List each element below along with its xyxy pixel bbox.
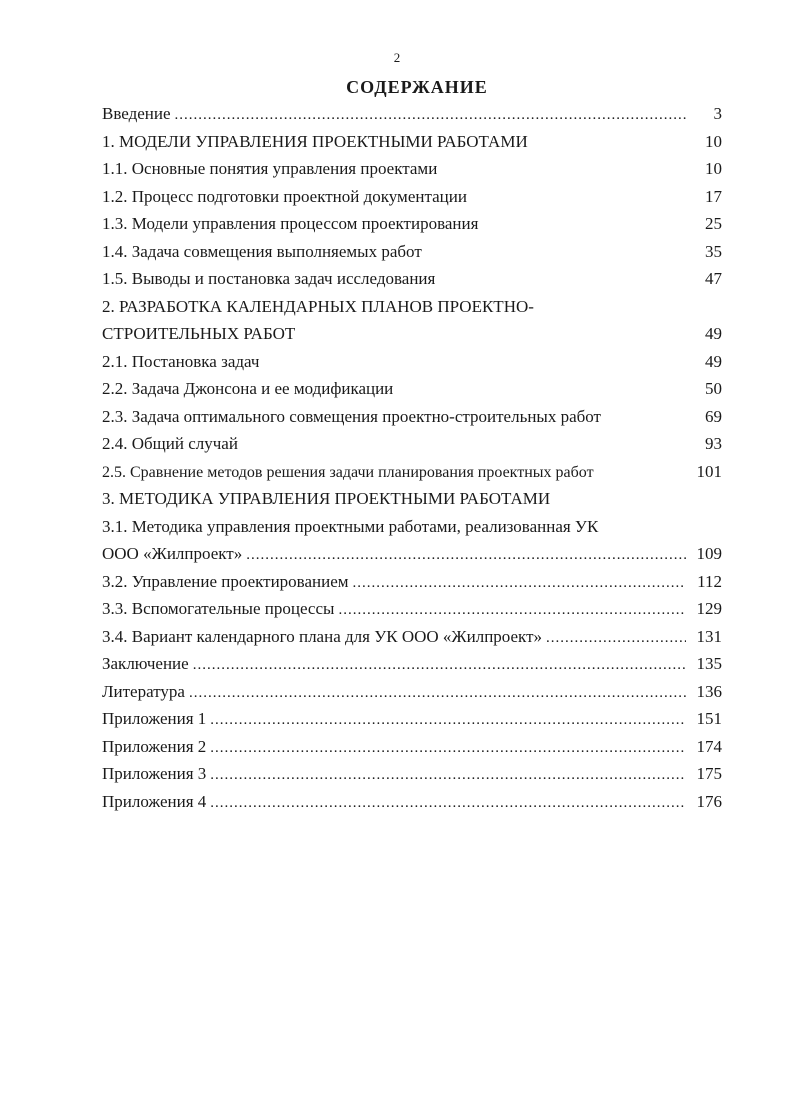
toc-entry-introduction: [102, 104, 722, 132]
toc-entry-label: 2.4. Общий случай: [102, 434, 238, 453]
toc-entry-appendix-2: [102, 737, 722, 765]
toc-entry-page: 3: [713, 104, 722, 123]
toc-entry-label: 2.2. Задача Джонсона и ее модификации: [102, 379, 394, 398]
toc-entry-label: Приложения 2: [102, 736, 207, 756]
toc-entry-label: Приложения 3: [102, 764, 207, 783]
toc-entry-2-4: [102, 434, 722, 462]
toc-entry-label: 3. МЕТОДИКА УПРАВЛЕНИЯ ПРОЕКТНЫМИ РАБОТАМИ: [102, 489, 551, 508]
toc-entry-page: 131: [696, 626, 722, 646]
toc-leader-dots: [353, 575, 686, 592]
toc-entry-label: 1.1. Основные понятия управления проектами: [102, 159, 438, 178]
toc-entry-2-3: [102, 407, 722, 435]
toc-entry-appendix-3: [102, 764, 722, 792]
toc-entry-label: Литература: [102, 681, 185, 701]
toc-entry-page: 135: [696, 654, 722, 673]
toc-entry-page: 47: [705, 269, 722, 288]
toc-leader-dots: [210, 795, 686, 812]
toc-entry-literature: [102, 682, 722, 710]
toc-entry-page: 17: [705, 186, 722, 206]
toc-entry-page: 151: [696, 709, 722, 728]
toc-leader-dots: [210, 740, 686, 757]
toc-entry-label: СТРОИТЕЛЬНЫХ РАБОТ: [102, 324, 296, 343]
toc-entry-3-3: [102, 599, 722, 627]
toc-entry-page: 176: [696, 791, 722, 811]
toc-entry-3-4: [102, 627, 722, 655]
toc-leader-dots: [338, 602, 686, 619]
toc-entry-label: 3.2. Управление проектированием: [102, 571, 349, 591]
toc-entry-1-5: [102, 269, 722, 297]
table-of-contents: [102, 104, 722, 819]
toc-entry-page: 49: [705, 324, 722, 343]
toc-entry-2-2: [102, 379, 722, 407]
toc-entry-label: Введение: [102, 104, 171, 123]
toc-entry-label: 3.4. Вариант календарного плана для УК ООО «Жилпроект»: [102, 626, 543, 646]
toc-leader-dots: [175, 107, 686, 124]
toc-leader-dots: [210, 712, 686, 729]
toc-leader-dots: [546, 630, 686, 647]
toc-entry-3-1-line-1: [102, 517, 722, 545]
toc-entry-page: 25: [705, 214, 722, 233]
toc-entry-3-1-line-2: [102, 544, 722, 572]
toc-leader-dots: [193, 657, 686, 674]
toc-entry-page: 49: [705, 351, 722, 371]
toc-entry-1-3: [102, 214, 722, 242]
toc-entry-label: 1.4. Задача совмещения выполняемых работ: [102, 241, 422, 261]
toc-entry-page: 10: [705, 131, 722, 151]
toc-entry-chapter-2-line-1: [102, 297, 722, 325]
toc-entry-label: 1.5. Выводы и постановка задач исследования: [102, 269, 436, 288]
toc-entry-chapter-2-line-2: [102, 324, 722, 352]
toc-entry-label: ООО «Жилпроект»: [102, 544, 243, 563]
toc-entry-page: 112: [697, 571, 722, 591]
toc-entry-appendix-4: [102, 792, 722, 820]
toc-entry-label: 2.3. Задача оптимального совмещения проектно-строительных работ: [102, 406, 601, 426]
toc-entry-page: 129: [696, 599, 722, 618]
toc-entry-1-1: [102, 159, 722, 187]
toc-entry-page: 175: [696, 764, 722, 783]
toc-leader-dots: [246, 547, 686, 564]
toc-entry-label: Приложения 4: [102, 791, 207, 811]
toc-entry-chapter-1: [102, 132, 722, 160]
toc-entry-label: Приложения 1: [102, 709, 207, 728]
toc-entry-page: 35: [705, 241, 722, 261]
toc-entry-page: 101: [696, 461, 722, 481]
toc-entry-2-1: [102, 352, 722, 380]
toc-entry-conclusion: [102, 654, 722, 682]
toc-entry-page: 174: [696, 736, 722, 756]
toc-entry-page: 109: [696, 544, 722, 563]
toc-entry-label: 2.1. Постановка задач: [102, 351, 260, 371]
toc-entry-appendix-1: [102, 709, 722, 737]
toc-entry-label: Заключение: [102, 654, 189, 673]
toc-entry-label: 2.5. Сравнение методов решения задачи планирования проектных работ: [102, 463, 594, 481]
toc-entry-3-2: [102, 572, 722, 600]
toc-entry-page: 136: [696, 681, 722, 701]
toc-entry-1-2: [102, 187, 722, 215]
toc-entry-label: 1. МОДЕЛИ УПРАВЛЕНИЯ ПРОЕКТНЫМИ РАБОТАМИ: [102, 131, 528, 151]
toc-entry-page: 10: [705, 159, 722, 178]
toc-entry-1-4: [102, 242, 722, 270]
page-number: 2: [393, 50, 401, 65]
toc-entry-label: 3.3. Вспомогательные процессы: [102, 599, 335, 618]
toc-entry-2-5: [102, 462, 722, 490]
toc-entry-label: 1.3. Модели управления процессом проектирования: [102, 214, 479, 233]
toc-title: СОДЕРЖАНИЕ: [346, 77, 488, 97]
toc-entry-label: 3.1. Методика управления проектными работами, реализованная УК: [102, 516, 599, 536]
toc-entry-page: 93: [705, 434, 722, 453]
toc-leader-dots: [189, 685, 686, 702]
toc-entry-label: 2. РАЗРАБОТКА КАЛЕНДАРНЫХ ПЛАНОВ ПРОЕКТНО-: [102, 296, 534, 316]
toc-entry-chapter-3: [102, 489, 722, 517]
toc-leader-dots: [210, 767, 686, 784]
toc-entry-page: 50: [705, 379, 722, 398]
toc-entry-page: 69: [705, 406, 722, 426]
toc-entry-label: 1.2. Процесс подготовки проектной документации: [102, 186, 467, 206]
